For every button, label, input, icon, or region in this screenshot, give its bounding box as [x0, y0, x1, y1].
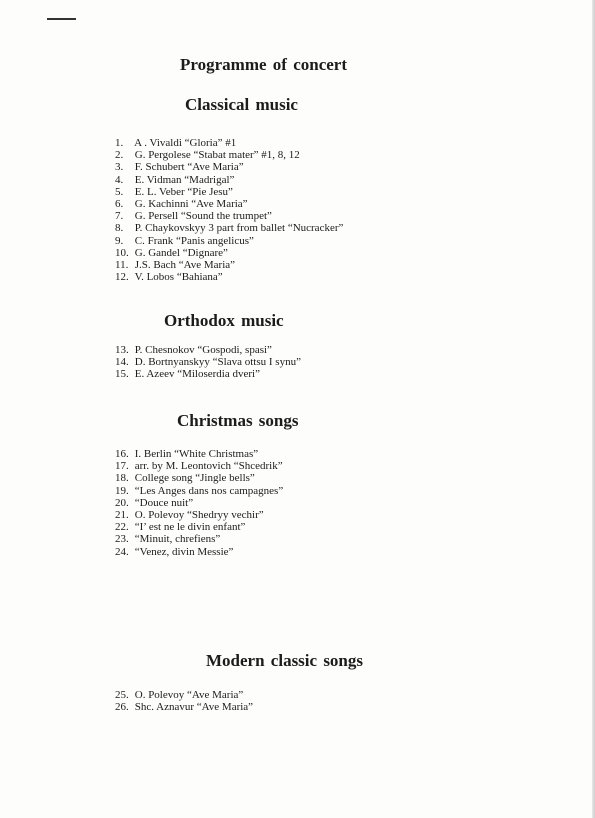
item-number: 17. — [115, 460, 129, 473]
section-heading-classical: Classical music — [185, 95, 298, 114]
item-number: 8. — [115, 222, 124, 235]
item-number: 20. — [115, 496, 129, 509]
programme-item — [115, 533, 283, 545]
programme-item — [115, 259, 343, 271]
item-text: O. Polevoy “Shedryy vechir” — [134, 509, 264, 522]
item-text: J.S. Bach “Ave Maria” — [134, 259, 236, 272]
programme-item — [115, 485, 283, 497]
item-number: 7. — [115, 210, 124, 223]
programme-item — [115, 460, 283, 472]
item-text: E. Azeev “Miloserdia dveri” — [134, 368, 260, 381]
item-text: G. Pergolese “Stabat mater” #1, 8, 12 — [134, 149, 300, 162]
item-text: I. Berlin “White Christmas” — [134, 448, 259, 460]
item-text: “Minuit, chrefiens” — [134, 533, 221, 546]
section-heading-orthodox: Orthodox music — [164, 311, 284, 330]
programme-item — [115, 174, 343, 186]
item-number: 4. — [115, 173, 124, 186]
programme-item — [115, 344, 301, 356]
item-number: 2. — [115, 149, 124, 162]
item-text: College song “Jingle bells” — [134, 472, 255, 485]
item-text: E. L. Veber “Pie Jesu” — [134, 185, 233, 198]
item-number: 15. — [115, 368, 129, 381]
item-number: 16. — [115, 448, 129, 460]
item-text: O. Polevoy “Ave Maria” — [134, 689, 244, 701]
programme-item — [115, 235, 343, 247]
programme-item — [115, 137, 343, 149]
modern-list — [115, 689, 253, 713]
item-number: 6. — [115, 198, 124, 211]
programme-item — [115, 521, 283, 533]
programme-item — [115, 271, 343, 283]
programme-item — [115, 186, 343, 198]
programme-item — [115, 497, 283, 509]
item-text: E. Vidman “Madrigal” — [134, 173, 235, 186]
section-heading-christmas: Christmas songs — [177, 411, 299, 430]
item-number: 21. — [115, 509, 129, 522]
christmas-list — [115, 448, 283, 558]
programme-item — [115, 472, 283, 484]
item-number: 9. — [115, 234, 124, 247]
programme-item — [115, 198, 343, 210]
item-text: D. Bortnyanskyy “Slava ottsu I synu” — [134, 356, 301, 369]
item-number: 19. — [115, 484, 129, 497]
item-number: 23. — [115, 533, 129, 546]
item-text: “Douce nuit” — [134, 496, 194, 509]
classical-list — [115, 137, 343, 283]
programme-item — [115, 448, 283, 460]
item-number: 26. — [115, 701, 129, 714]
page-title: Programme of concert — [180, 55, 347, 74]
item-number: 13. — [115, 344, 129, 356]
item-number: 1. — [115, 137, 124, 149]
item-text: P. Chaykovskyy 3 part from ballet “Nucracker” — [134, 222, 344, 235]
programme-item — [115, 368, 301, 380]
item-text: G. Kachinni “Ave Maria” — [134, 198, 248, 211]
item-text: F. Schubert “Ave Maria” — [134, 161, 244, 174]
item-text: G. Persell “Sound the trumpet” — [134, 210, 272, 223]
programme-item — [115, 689, 253, 701]
item-text: “Venez, divin Messie” — [134, 545, 234, 558]
item-number: 24. — [115, 545, 129, 558]
item-number: 18. — [115, 472, 129, 485]
item-text: P. Chesnokov “Gospodi, spasi” — [134, 344, 272, 356]
item-text: G. Gandel “Dignare” — [134, 246, 228, 259]
programme-item — [115, 161, 343, 173]
item-number: 22. — [115, 521, 129, 534]
item-text: C. Frank “Panis angelicus” — [134, 234, 254, 247]
item-number: 10. — [115, 246, 129, 259]
item-number: 5. — [115, 185, 124, 198]
item-number: 25. — [115, 689, 129, 701]
programme-item — [115, 509, 283, 521]
item-number: 12. — [115, 271, 129, 284]
orthodox-list — [115, 344, 301, 381]
item-text: Shc. Aznavur “Ave Maria” — [134, 701, 254, 714]
programme-item — [115, 701, 253, 713]
item-number: 3. — [115, 161, 124, 174]
item-text: A . Vivaldi “Gloria” #1 — [134, 137, 237, 149]
item-text: “I’ est ne le divin enfant” — [134, 521, 246, 534]
item-text: “Les Anges dans nos campagnes” — [134, 484, 284, 497]
programme-item — [115, 222, 343, 234]
item-number: 14. — [115, 356, 129, 369]
item-number: 11. — [115, 259, 129, 272]
programme-item — [115, 210, 343, 222]
item-text: arr. by M. Leontovich “Shcedrik” — [134, 460, 283, 473]
programme-item — [115, 247, 343, 259]
programme-item — [115, 149, 343, 161]
programme-item — [115, 356, 301, 368]
section-heading-modern: Modern classic songs — [206, 651, 363, 670]
programme-item — [115, 546, 283, 558]
corner-dash-mark — [47, 18, 76, 20]
item-text: V. Lobos “Bahiana” — [134, 271, 223, 284]
